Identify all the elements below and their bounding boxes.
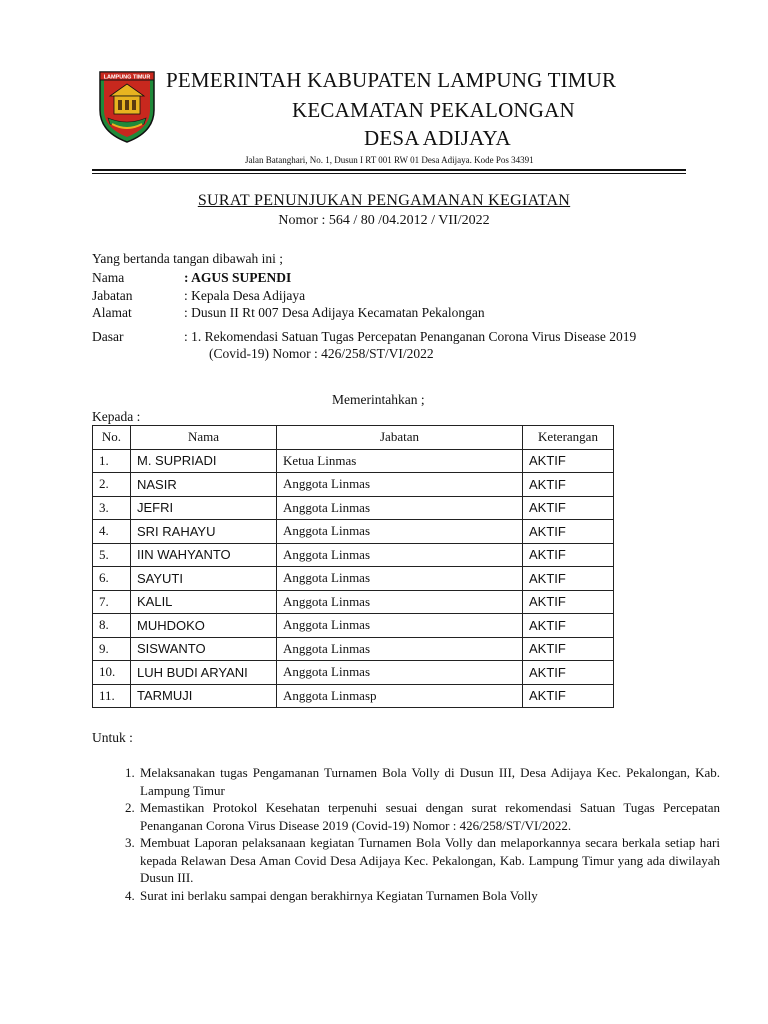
document-title: SURAT PENUNJUKAN PENGAMANAN KEGIATAN	[197, 192, 571, 209]
personnel-table	[92, 425, 614, 708]
alamat-label: Alamat	[92, 305, 132, 320]
dasar-label: Dasar	[92, 329, 124, 344]
dasar-value-line2: (Covid-19) Nomor : 426/258/ST/VI/2022	[209, 346, 434, 361]
column-header-nama: Nama	[131, 426, 277, 450]
task-item: 1. Melaksanakan tugas Pengamanan Turnamen Bola Volly di Dusun III, Desa Adijaya Kec. Pekalongan, Kab. Lampung Timur	[138, 764, 720, 799]
column-header-jabatan: Jabatan	[277, 426, 523, 450]
table-row	[93, 567, 614, 591]
cell-nama: LUH BUDI ARYANI	[131, 661, 277, 685]
kepada-label: Kepada :	[92, 409, 141, 424]
nama-value: : AGUS SUPENDI	[184, 270, 292, 285]
cell-no: 11.	[93, 684, 131, 708]
cell-keterangan: AKTIF	[523, 684, 614, 708]
cell-nama: SRI RAHAYU	[131, 520, 277, 544]
cell-no: 3.	[93, 496, 131, 520]
table-row	[93, 661, 614, 685]
lampung-timur-emblem-logo	[96, 66, 158, 144]
letterhead-government: PEMERINTAH KABUPATEN LAMPUNG TIMUR	[166, 68, 617, 92]
cell-no: 5.	[93, 543, 131, 567]
table-row	[93, 449, 614, 473]
task-list	[92, 764, 720, 904]
jabatan-label: Jabatan	[92, 288, 133, 303]
cell-keterangan: AKTIF	[523, 473, 614, 497]
cell-jabatan: Ketua Linmas	[277, 449, 523, 473]
table-row	[93, 614, 614, 638]
cell-no: 4.	[93, 520, 131, 544]
cell-jabatan: Anggota Linmas	[277, 661, 523, 685]
cell-keterangan: AKTIF	[523, 543, 614, 567]
signer-intro: Yang bertanda tangan dibawah ini ;	[92, 251, 283, 266]
task-item: 2. Memastikan Protokol Kesehatan terpenuhi sesuai dengan surat rekomendasi Satuan Tugas Percepatan Penanganan Corona Virus Disease 2019 (Covid-19) Nomor : 426/258/ST/VI/2022.	[138, 799, 720, 834]
cell-jabatan: Anggota Linmas	[277, 473, 523, 497]
dasar-value-line1: : 1. Rekomendasi Satuan Tugas Percepatan Penanganan Corona Virus Disease 2019	[184, 329, 637, 344]
cell-keterangan: AKTIF	[523, 590, 614, 614]
cell-keterangan: AKTIF	[523, 661, 614, 685]
cell-keterangan: AKTIF	[523, 496, 614, 520]
table-row	[93, 520, 614, 544]
task-item: 3. Membuat Laporan pelaksanaan kegiatan Turnamen Bola Volly dan melaporkannya secara berkala setiap hari kepada Relawan Desa Aman Covid Desa Adijaya Kec. Pekalongan, Kab. Lampung Timur yang ada diwilayah Dusun III.	[138, 834, 720, 887]
cell-nama: TARMUJI	[131, 684, 277, 708]
cell-jabatan: Anggota Linmas	[277, 567, 523, 591]
cell-keterangan: AKTIF	[523, 614, 614, 638]
table-header-row	[93, 426, 614, 450]
alamat-value: : Dusun II Rt 007 Desa Adijaya Kecamatan Pekalongan	[184, 305, 485, 320]
table-row	[93, 637, 614, 661]
cell-no: 1.	[93, 449, 131, 473]
jabatan-value: : Kepala Desa Adijaya	[184, 288, 306, 303]
nama-label: Nama	[92, 270, 125, 285]
column-header-no: No.	[93, 426, 131, 450]
cell-nama: JEFRI	[131, 496, 277, 520]
cell-no: 8.	[93, 614, 131, 638]
letterhead-rule-thin	[92, 173, 686, 174]
cell-jabatan: Anggota Linmas	[277, 543, 523, 567]
cell-no: 2.	[93, 473, 131, 497]
column-header-keterangan: Keterangan	[523, 426, 614, 450]
cell-keterangan: AKTIF	[523, 567, 614, 591]
cell-no: 7.	[93, 590, 131, 614]
table-row	[93, 543, 614, 567]
emblem-text: LAMPUNG TIMUR	[103, 74, 151, 81]
cell-jabatan: Anggota Linmas	[277, 637, 523, 661]
cell-no: 10.	[93, 661, 131, 685]
cell-no: 6.	[93, 567, 131, 591]
table-row	[93, 473, 614, 497]
table-row	[93, 496, 614, 520]
cell-nama: MUHDOKO	[131, 614, 277, 638]
cell-nama: SAYUTI	[131, 567, 277, 591]
memerintahkan-text: Memerintahkan ;	[332, 392, 425, 407]
letterhead-rule-thick	[92, 169, 686, 171]
letterhead-address: Jalan Batanghari, No. 1, Dusun I RT 001 RW 01 Desa Adijaya. Kode Pos 34391	[245, 155, 534, 165]
table-row	[93, 590, 614, 614]
untuk-label: Untuk :	[92, 730, 133, 745]
letterhead-district: KECAMATAN PEKALONGAN	[292, 98, 575, 122]
cell-jabatan: Anggota Linmas	[277, 590, 523, 614]
cell-nama: SISWANTO	[131, 637, 277, 661]
cell-jabatan: Anggota Linmasp	[277, 684, 523, 708]
cell-keterangan: AKTIF	[523, 637, 614, 661]
table-row	[93, 684, 614, 708]
cell-jabatan: Anggota Linmas	[277, 496, 523, 520]
cell-nama: IIN WAHYANTO	[131, 543, 277, 567]
cell-keterangan: AKTIF	[523, 520, 614, 544]
cell-jabatan: Anggota Linmas	[277, 614, 523, 638]
document-number: Nomor : 564 / 80 /04.2012 / VII/2022	[278, 213, 490, 228]
cell-jabatan: Anggota Linmas	[277, 520, 523, 544]
cell-nama: M. SUPRIADI	[131, 449, 277, 473]
cell-nama: KALIL	[131, 590, 277, 614]
cell-nama: NASIR	[131, 473, 277, 497]
cell-no: 9.	[93, 637, 131, 661]
task-item: 4. Surat ini berlaku sampai dengan berakhirnya Kegiatan Turnamen Bola Volly	[138, 887, 720, 905]
cell-keterangan: AKTIF	[523, 449, 614, 473]
letterhead-village: DESA ADIJAYA	[364, 126, 511, 150]
